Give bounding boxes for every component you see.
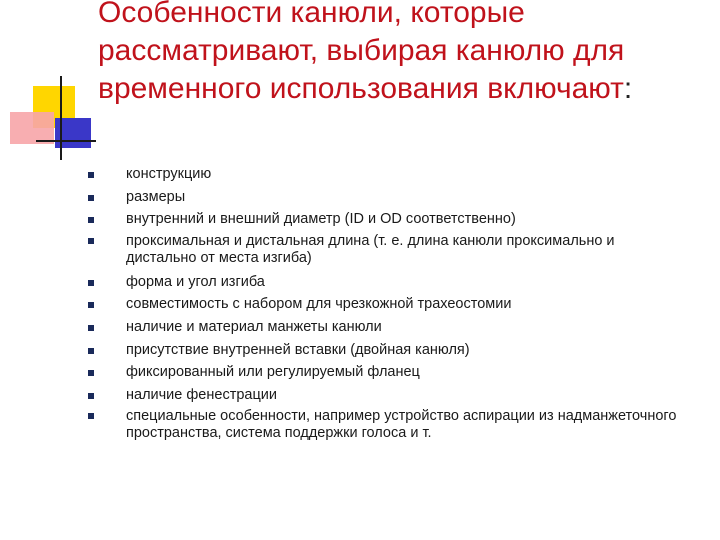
square-bullet-icon bbox=[88, 370, 94, 376]
list-item-text: внутренний и внешний диаметр (ID и OD соответственно) bbox=[126, 211, 516, 228]
list-item bbox=[88, 361, 688, 384]
slide-title-colon: : bbox=[623, 72, 633, 105]
list-item bbox=[88, 293, 688, 316]
bullet-list bbox=[88, 163, 688, 446]
list-item bbox=[88, 208, 688, 231]
list-item-text: проксимальная и дистальная длина (т. е. длина канюли проксимально и дистально от места изгиба) bbox=[126, 232, 615, 266]
square-bullet-icon bbox=[88, 172, 94, 178]
square-bullet-icon bbox=[88, 325, 94, 331]
square-bullet-icon bbox=[88, 217, 94, 223]
list-item bbox=[88, 339, 688, 362]
list-item-text: наличие и материал манжеты канюли bbox=[126, 318, 382, 335]
list-item-text: специальные особенности, например устройство аспирации из надманжеточного пространства, система поддержки голоса и т. bbox=[126, 408, 677, 442]
square-bullet-icon bbox=[88, 195, 94, 201]
logo-horizontal-line bbox=[36, 140, 96, 142]
square-bullet-icon bbox=[88, 413, 94, 419]
square-bullet-icon bbox=[88, 280, 94, 286]
list-item-text: размеры bbox=[126, 188, 186, 205]
list-item bbox=[88, 163, 688, 186]
list-item-text: наличие фенестрации bbox=[126, 386, 277, 403]
slide-title bbox=[98, 0, 698, 108]
list-item-text: конструкцию bbox=[126, 166, 212, 182]
slide-title-text: Особенности канюли, которые рассматривают, выбирая канюлю для временного использования включают bbox=[98, 0, 625, 105]
list-item bbox=[88, 186, 688, 209]
list-item bbox=[88, 231, 688, 271]
square-bullet-icon bbox=[88, 302, 94, 308]
list-item-text: форма и угол изгиба bbox=[126, 273, 265, 290]
logo-vertical-line bbox=[60, 76, 62, 160]
list-item bbox=[88, 271, 688, 294]
list-item-text: присутствие внутренней вставки (двойная канюля) bbox=[126, 341, 470, 358]
list-item-text: фиксированный или регулируемый фланец bbox=[126, 364, 420, 381]
square-bullet-icon bbox=[88, 348, 94, 354]
square-bullet-icon bbox=[88, 393, 94, 399]
list-item bbox=[88, 384, 688, 407]
list-item-text: совместимость с набором для чрезкожной трахеостомии bbox=[126, 296, 512, 313]
list-item bbox=[88, 316, 688, 339]
list-item bbox=[88, 406, 688, 446]
square-bullet-icon bbox=[88, 238, 94, 244]
